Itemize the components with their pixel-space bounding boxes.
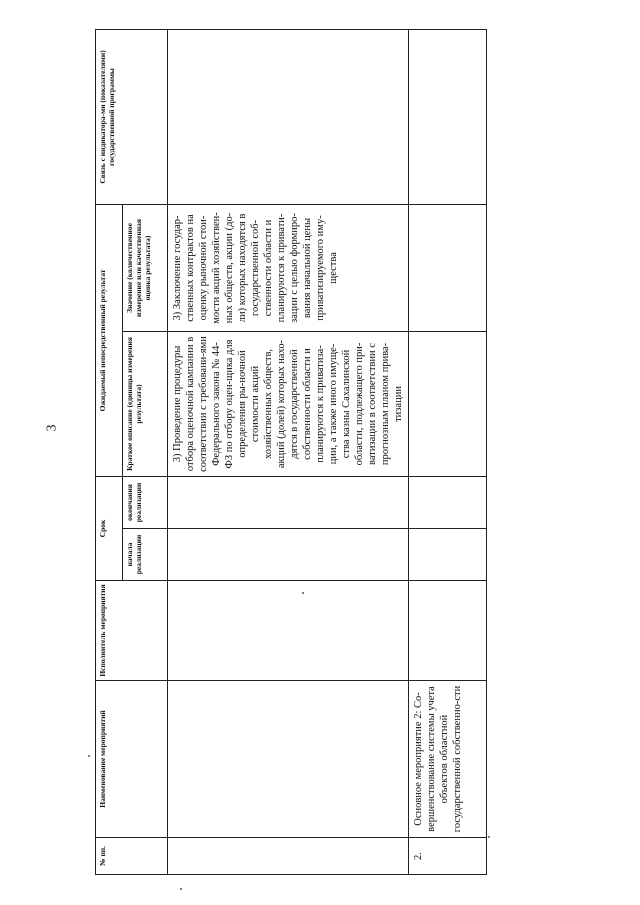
- header-name: Наименование мероприятий: [96, 681, 168, 838]
- row2-value: [409, 204, 487, 331]
- scan-speck: [180, 888, 182, 890]
- row2-num: 2.: [409, 838, 487, 875]
- page-number: 3: [44, 424, 60, 432]
- header-period-end: окончания реализации: [123, 476, 168, 528]
- row2-start: [409, 529, 487, 581]
- scan-speck: [302, 592, 304, 594]
- header-executor: Исполнитель мероприятия: [96, 581, 168, 681]
- table-row: [409, 29, 487, 874]
- header-result: Ожидаемый непосредственный результат: [96, 204, 123, 476]
- header-row-1: [96, 29, 123, 874]
- header-result-desc: Краткое описание (единицы измерения результата): [123, 331, 168, 476]
- row1-end: [168, 476, 409, 528]
- row2-link: [409, 29, 487, 204]
- rotated-table-container: [95, 30, 470, 875]
- row2-desc: [409, 331, 487, 476]
- header-link: Связь с индикатора-ми (показателями) государственной программы: [96, 29, 168, 204]
- row1-desc: 3) Проведение процедуры отбора оценочной кампании в соответствии с требовани-ями Федерального закона № 44-ФЗ по отбору оцен-щика для определения ры-ночной стоимости акций хозяйственных обществ, акций (долей) которых нахо-дятся в государственной собственности области и планируются к приватиза-ции, а также иного имуще-ства казны Сахалинской области, подлежащего при-ватизации в соответствии с прогнозным планом прива-тизации: [168, 331, 409, 476]
- row2-executor: [409, 581, 487, 681]
- row1-link: [168, 29, 409, 204]
- header-period-start: начала реализации: [123, 529, 168, 581]
- row1-start: [168, 529, 409, 581]
- table-row: [168, 29, 409, 874]
- row1-num: [168, 838, 409, 875]
- row2-name: Основное мероприятие 2: Со-вершенствование системы учета объектов областной государственной собственно-сти: [409, 681, 487, 838]
- header-period: Срок: [96, 476, 123, 580]
- header-result-value: Значение (количественное измерение или качественная оценка результата): [123, 204, 168, 331]
- row1-name: [168, 681, 409, 838]
- row1-value: 3) Заключение государ-ственных контрактов на оценку рыночной стои-мости акций хозяйствен-ных обществ, акции (до-ли) которых находятся в государственной соб-ственности области и планируются к привати-зации с целью формиро-вания начальной цены приватизируемого иму-щества: [168, 204, 409, 331]
- scan-speck: [88, 755, 90, 757]
- header-num: № пп.: [96, 838, 168, 875]
- row2-end: [409, 476, 487, 528]
- scan-speck: [488, 836, 490, 838]
- row1-executor: [168, 581, 409, 681]
- activities-table: [95, 29, 487, 875]
